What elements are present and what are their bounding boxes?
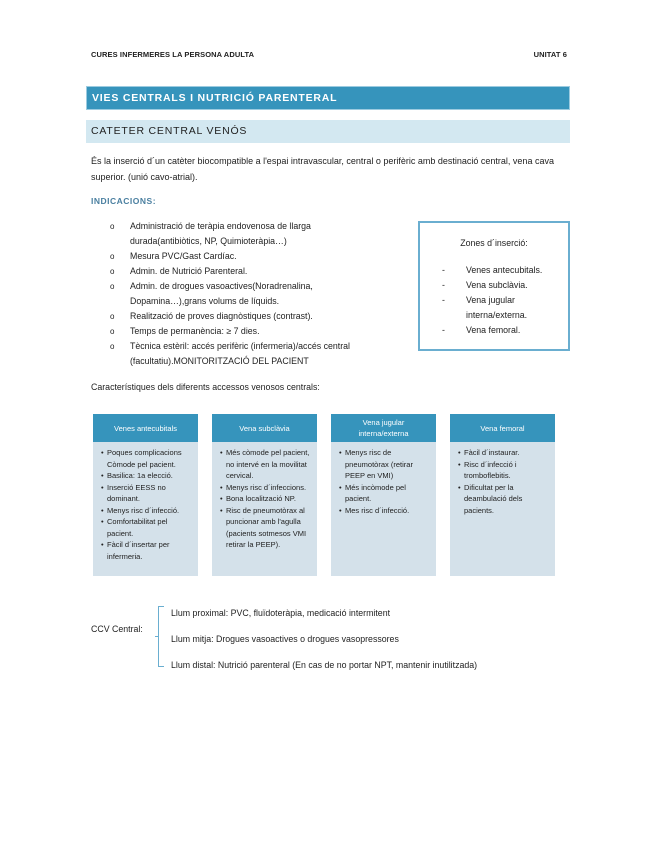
indication-item	[110, 219, 380, 249]
zone-item	[442, 263, 556, 278]
header-course: CURES INFERMERES LA PERSONA ADULTA	[91, 50, 255, 59]
access-card	[450, 414, 555, 576]
bullet-icon: o	[110, 312, 115, 321]
indication-text: Admin. de drogues vasoactives(Noradrenalina, Dopamina…),grans volums de líquids.	[130, 281, 313, 306]
indication-item	[110, 264, 380, 279]
access-card-list	[450, 442, 555, 516]
indication-item	[110, 309, 380, 324]
access-card-item	[339, 505, 430, 517]
item-text: Fàcil d´instaurar.	[464, 448, 520, 457]
access-card-list	[212, 442, 317, 551]
bullet-icon: •	[458, 459, 461, 469]
bullet-icon: •	[339, 482, 342, 492]
item-text: Risc d´infecció i tromboflebitis.	[464, 459, 517, 480]
lumen-mid: Llum mitja: Drogues vasoactives o drogues vasopressores	[171, 634, 399, 644]
access-card-title: Vena subclàvia	[212, 414, 317, 442]
header-unit: UNITAT 6	[533, 50, 567, 59]
access-card-item	[101, 447, 192, 470]
indication-item	[110, 339, 380, 369]
item-text: Fàcil d´insertar per infermeria.	[107, 540, 170, 561]
zone-text: Venes antecubitals.	[466, 265, 543, 275]
dash-icon: -	[442, 265, 445, 275]
intro-paragraph: És la inserció d´un catèter biocompatible a l'espai intravascular, central o perifèric amb destinació central, vena cava superior. (unió cavo-atrial).	[91, 156, 554, 182]
bullet-icon: •	[220, 494, 223, 503]
bullet-icon: o	[110, 342, 115, 351]
bullet-icon: •	[101, 482, 104, 492]
bullet-icon: o	[110, 327, 115, 336]
bullet-icon: •	[458, 448, 461, 457]
access-card-item	[220, 482, 311, 494]
access-card-item	[339, 482, 430, 505]
access-card-item	[101, 539, 192, 562]
bullet-icon: o	[110, 282, 115, 291]
item-text: Risc de pneumotòrax al puncionar amb l'agulla (pacients sotmesos VMI retirar la PEEP).	[226, 505, 307, 549]
zone-item	[442, 278, 556, 293]
dash-icon: -	[442, 325, 445, 335]
item-text: Mes risc d´infecció.	[345, 505, 410, 515]
bullet-icon: •	[101, 448, 104, 457]
indication-item	[110, 324, 380, 339]
bullet-icon: o	[110, 252, 115, 261]
item-text: Poques complicacions Còmode pel pacient.	[107, 448, 182, 469]
bullet-icon: •	[220, 482, 223, 492]
access-card	[212, 414, 317, 576]
item-text: Bona localització NP.	[226, 494, 296, 503]
section-title: VIES CENTRALS I NUTRICIÓ PARENTERAL	[86, 86, 570, 110]
access-card-item	[458, 482, 549, 517]
indication-text: Tècnica estèril: accés perifèric (infermeria)/accés central (facultatiu).MONITORITZACIÓ DEL PACIENT	[130, 341, 350, 366]
access-card-item	[220, 493, 311, 505]
bullet-icon: •	[220, 505, 223, 515]
bullet-icon: •	[220, 448, 223, 457]
access-card	[93, 414, 198, 576]
subsection-title: CATETER CENTRAL VENÓS	[86, 120, 570, 143]
zone-text: Vena jugular interna/externa.	[466, 295, 528, 320]
item-text: Menys risc d´infecció.	[107, 505, 180, 515]
bullet-icon: •	[101, 517, 104, 526]
zone-item	[442, 293, 556, 323]
zone-text: Vena subclàvia.	[466, 280, 528, 290]
characteristics-heading: Característiques dels diferents accessos venosos centrals:	[91, 382, 320, 392]
access-card-item	[101, 470, 192, 482]
access-card-list	[331, 442, 436, 516]
bullet-icon: •	[101, 471, 104, 480]
bracket	[158, 606, 165, 667]
item-text: Menys risc de pneumotòrax (retirar PEEP en VMI)	[345, 448, 413, 480]
indication-item	[110, 279, 380, 309]
zones-title: Zones d´inserció:	[460, 238, 528, 248]
bullet-icon: •	[101, 505, 104, 515]
item-text: Inserció EESS no dominant.	[107, 482, 166, 503]
lumen-distal: Llum distal: Nutrició parenteral (En cas de no portar NPT, mantenir inutilitzada)	[171, 660, 478, 670]
dash-icon: -	[442, 280, 445, 290]
bullet-icon: •	[339, 448, 342, 457]
bullet-icon: o	[110, 267, 115, 276]
access-card-title: Vena jugular interna/externa	[331, 414, 436, 442]
access-card	[331, 414, 436, 576]
indications-heading: INDICACIONS:	[91, 196, 157, 206]
item-text: Basilica: 1a elecció.	[107, 471, 173, 480]
zones-list	[442, 263, 556, 338]
access-card-item	[220, 447, 311, 482]
access-card-title: Vena femoral	[450, 414, 555, 442]
indication-text: Mesura PVC/Gast Cardíac.	[130, 251, 237, 261]
item-text: Menys risc d´infeccions.	[226, 482, 307, 492]
bullet-icon: •	[101, 540, 104, 549]
indication-text: Admin. de Nutrició Parenteral.	[130, 266, 248, 276]
item-text: Més incòmode pel pacient.	[345, 482, 406, 503]
indications-list	[110, 219, 380, 369]
access-card-title: Venes antecubitals	[93, 414, 198, 442]
access-card-item	[220, 505, 311, 551]
bullet-icon: •	[458, 482, 461, 492]
access-card-list	[93, 442, 198, 562]
access-card-item	[101, 516, 192, 539]
access-card-item	[101, 482, 192, 505]
dash-icon: -	[442, 295, 445, 305]
zone-text: Vena femoral.	[466, 325, 521, 335]
indication-text: Temps de permanència: ≥ 7 dies.	[130, 326, 260, 336]
bullet-icon: o	[110, 222, 115, 231]
access-card-item	[458, 459, 549, 482]
item-text: Comfortabilitat pel pacient.	[107, 517, 168, 538]
insertion-zones-box	[418, 221, 570, 351]
indication-text: Administració de teràpia endovenosa de llarga durada(antibiòtics, NP, Quimioteràpia…)	[130, 221, 311, 246]
lumen-proximal: Llum proximal: PVC, fluïdoteràpia, medicació intermitent	[171, 608, 391, 618]
access-card-item	[458, 447, 549, 459]
ccv-label: CCV Central:	[91, 624, 143, 634]
item-text: Més còmode pel pacient, no intervé en la movilitat cervical.	[226, 448, 310, 480]
zone-item	[442, 323, 556, 338]
indication-text: Realització de proves diagnòstiques (contrast).	[130, 311, 313, 321]
access-card-item	[339, 447, 430, 482]
bullet-icon: •	[339, 505, 342, 515]
indication-item	[110, 249, 380, 264]
access-card-item	[101, 505, 192, 517]
item-text: Dificultat per la deambulació dels pacients.	[464, 482, 523, 515]
